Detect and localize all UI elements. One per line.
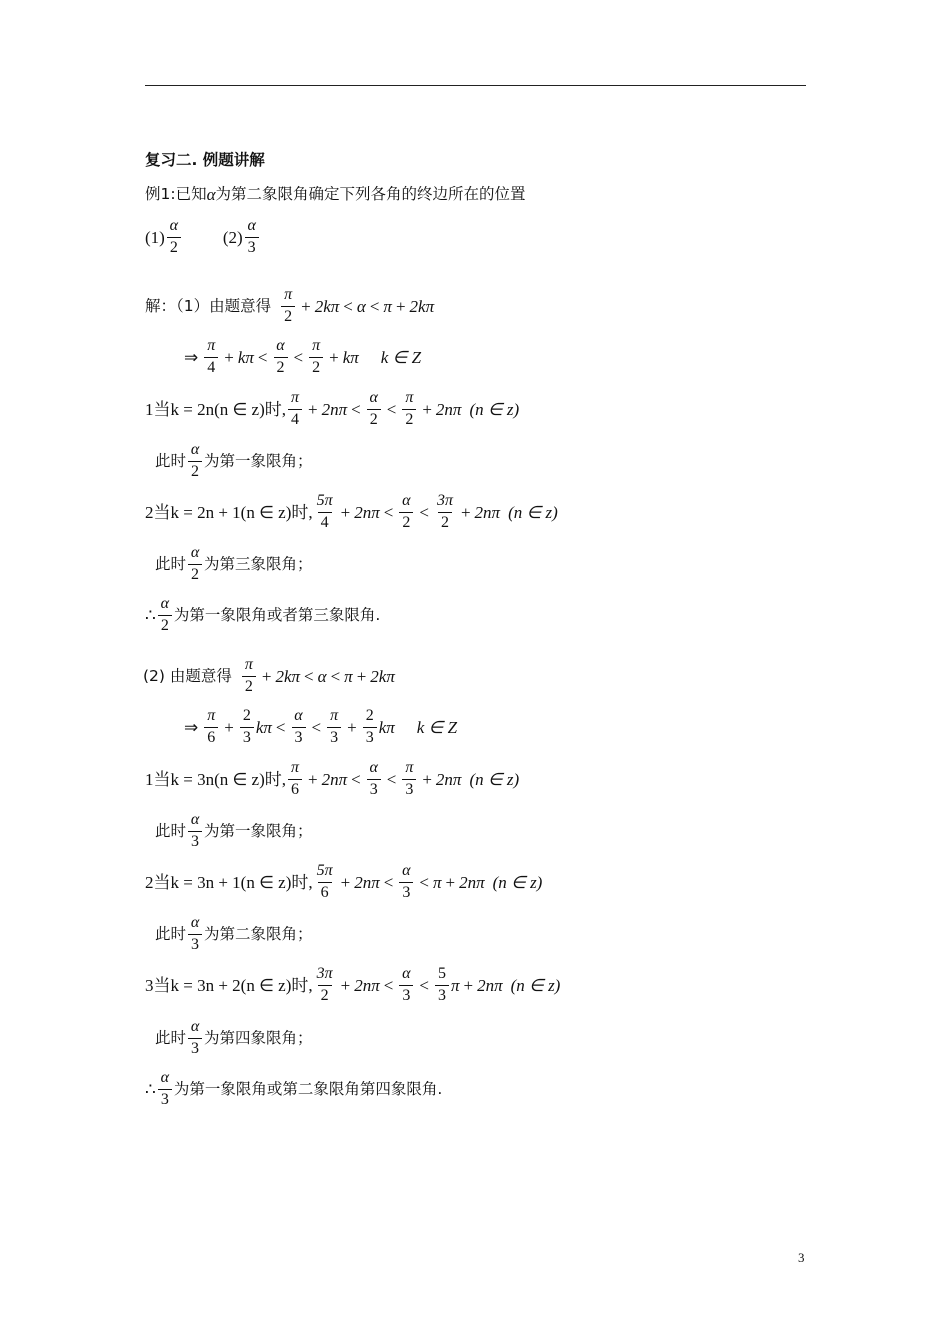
item1-fraction: $\frac{\alpha}{2}$ bbox=[167, 218, 181, 257]
header-rule bbox=[145, 85, 806, 86]
sol2-case2: 2 当k = 3n + 1(n ∈ z)时 , $\frac{5\pi}{6}$ + 2nπ < $\frac{\alpha}{3}$ < π + 2nπ (n ∈ z) bbox=[145, 862, 543, 901]
example-text-a: 已知 bbox=[175, 184, 207, 203]
sol2-case3-conclusion: 此时 $\frac{\alpha}{3}$ 为第四象限角； bbox=[155, 1018, 313, 1057]
item2-fraction: $\frac{\alpha}{3}$ bbox=[245, 218, 259, 257]
sol1-final: ∴ $\frac{\alpha}{2}$ 为第一象限角或者第三象限角. bbox=[145, 595, 381, 634]
item1-label: (1) bbox=[145, 227, 165, 247]
sol1-given: 解：（1）由题意得 $\frac{\pi}{2}$ + 2kπ < α < π + 2kπ bbox=[145, 286, 435, 325]
sol1-label: 解：（1）由题意得 bbox=[145, 296, 272, 315]
case-condition: 当k = 2n + 1(n ∈ z)时 bbox=[153, 502, 309, 522]
sol2-given: (2) 由题意得 $\frac{\pi}{2}$ + 2kπ < α < π + 2kπ bbox=[143, 656, 395, 695]
sol1-case2: 2 当k = 2n + 1(n ∈ z)时 , $\frac{5\pi}{4}$ + 2nπ < $\frac{\alpha}{2}$ < $\frac{3\pi}{2}$ + 2nπ (n ∈ z) bbox=[145, 492, 558, 531]
sol2-label: (2) 由题意得 bbox=[143, 666, 232, 685]
case-condition: 当k = 3n(n ∈ z)时 bbox=[153, 769, 282, 789]
sol1-derived: ⇒ $\frac{\pi}{4}$ + kπ < $\frac{\alpha}{2}$ < $\frac{\pi}{2}$ + kπ k ∈ Z bbox=[184, 337, 422, 376]
example-label: 例1: bbox=[145, 184, 176, 203]
page-number: 3 bbox=[798, 1250, 805, 1265]
example-statement bbox=[145, 186, 526, 203]
math-fraction: $\frac{\pi}{2}$ bbox=[281, 287, 295, 326]
case-condition: 当k = 2n(n ∈ z)时 bbox=[153, 399, 282, 419]
sol2-case3: 3 当k = 3n + 2(n ∈ z)时 , $\frac{3\pi}{2}$ + 2nπ < $\frac{\alpha}{3}$ < $\frac{5}{3}$ π + 2nπ (n ∈ z) bbox=[145, 965, 561, 1004]
sol2-case1-conclusion: 此时 $\frac{\alpha}{3}$ 为第一象限角； bbox=[155, 811, 313, 850]
example-text-b: 为第二象限角确定下列各角的终边所在的位置 bbox=[215, 184, 526, 203]
sol1-case2-conclusion: 此时 $\frac{\alpha}{2}$ 为第三象限角； bbox=[155, 544, 313, 583]
sol2-derived: ⇒ $\frac{\pi}{6}$ + $\frac{2}{3}$ kπ < $\frac{\alpha}{3}$ < $\frac{\pi}{3}$ + $\frac{2}{3}$ kπ k ∈ Z bbox=[184, 707, 458, 746]
sol1-case1: 1 当k = 2n(n ∈ z)时 , $\frac{\pi}{4}$ + 2nπ < $\frac{\alpha}{2}$ < $\frac{\pi}{2}$ + 2nπ (n ∈ z) bbox=[145, 389, 520, 428]
sol2-case1: 1 当k = 3n(n ∈ z)时 , $\frac{\pi}{6}$ + 2nπ < $\frac{\alpha}{3}$ < $\frac{\pi}{3}$ + 2nπ (n ∈ z) bbox=[145, 759, 520, 798]
case-condition: 当k = 3n + 2(n ∈ z)时 bbox=[153, 975, 309, 995]
sol2-final: ∴ $\frac{\alpha}{3}$ 为第一象限角或第二象限角第四象限角. bbox=[145, 1069, 443, 1108]
example-alpha: α bbox=[206, 185, 216, 204]
case-condition: 当k = 3n + 1(n ∈ z)时 bbox=[153, 872, 309, 892]
sol2-case2-conclusion: 此时 $\frac{\alpha}{3}$ 为第二象限角； bbox=[155, 914, 313, 953]
item2-label: (2) bbox=[222, 227, 243, 247]
section-heading: 复习二. 例题讲解 bbox=[145, 151, 265, 169]
example-items bbox=[145, 218, 261, 257]
sol1-case1-conclusion: 此时 $\frac{\alpha}{2}$ 为第一象限角； bbox=[155, 441, 313, 480]
